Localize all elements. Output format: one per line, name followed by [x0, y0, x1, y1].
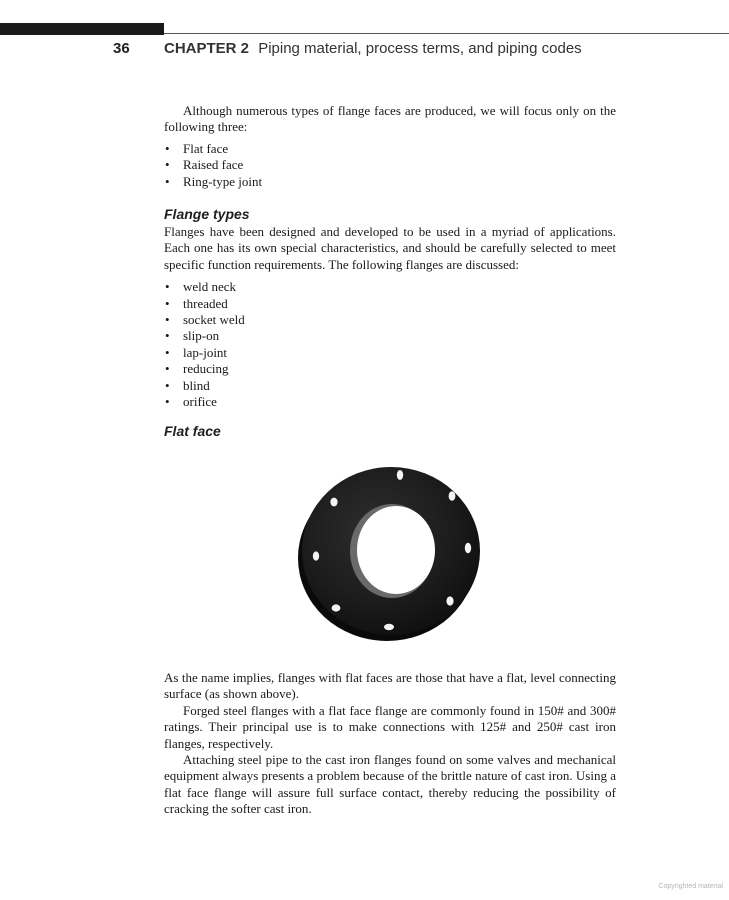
flange-face-list [164, 141, 616, 190]
flange-types-heading: Flange types [164, 206, 250, 222]
list-item: • weld neck [164, 279, 616, 295]
list-item: • Raised face [164, 157, 616, 173]
list-item: • Flat face [164, 141, 616, 157]
bolt-hole [397, 470, 403, 480]
list-item: • socket weld [164, 312, 616, 328]
flat-face-paragraph: Attaching steel pipe to the cast iron flanges found on some valves and mechanical equipment always presents a problem because of the brittle nature of cast iron. Using a flat face flange will assure full surface contact, thereby reducing the possibility of cracking the softer cast iron. [164, 752, 616, 817]
list-item: • blind [164, 378, 616, 394]
list-item: • slip-on [164, 328, 616, 344]
bolt-hole [332, 604, 341, 611]
flange-types-section [164, 224, 616, 410]
list-item: • reducing [164, 361, 616, 377]
list-item: • lap-joint [164, 345, 616, 361]
bolt-hole [384, 624, 394, 630]
running-head [164, 40, 582, 57]
flange-types-list [164, 279, 616, 410]
header-bar [0, 23, 164, 35]
bolt-hole [446, 596, 453, 605]
intro-section [164, 103, 616, 190]
page-number: 36 [113, 40, 130, 57]
bolt-hole [313, 551, 319, 560]
flange-types-paragraph: Flanges have been designed and developed to be used in a myriad of applications. Each one has its own special characteristics, and should be carefully selected to meet specific function requirements. The following flanges are discussed: [164, 224, 616, 272]
intro-paragraph: Although numerous types of flange faces are produced, we will focus only on the following three: [164, 103, 616, 135]
bolt-hole [449, 491, 456, 501]
flat-face-paragraph: As the name implies, flanges with flat faces are those that have a flat, level connecting surface (as shown above). [164, 670, 616, 702]
list-item: • threaded [164, 296, 616, 312]
flat-face-flange-image [290, 455, 490, 645]
copyright-notice: Copyrighted material [658, 883, 723, 890]
list-item: • orifice [164, 394, 616, 410]
flat-face-paragraph: Forged steel flanges with a flat face flange are commonly found in 150# and 300# ratings. Their principal use is to make connections with 125# and 250# cast iron flanges, respectively. [164, 702, 616, 751]
flange-bore [357, 506, 435, 594]
list-item: • Ring-type joint [164, 174, 616, 190]
chapter-label: CHAPTER 2 [164, 40, 250, 57]
header-rule [164, 33, 729, 34]
bolt-hole [465, 543, 471, 553]
chapter-title: Piping material, process terms, and piping codes [258, 40, 582, 57]
flat-face-section [164, 670, 616, 818]
bolt-hole [330, 498, 337, 507]
flat-face-heading: Flat face [164, 423, 221, 439]
